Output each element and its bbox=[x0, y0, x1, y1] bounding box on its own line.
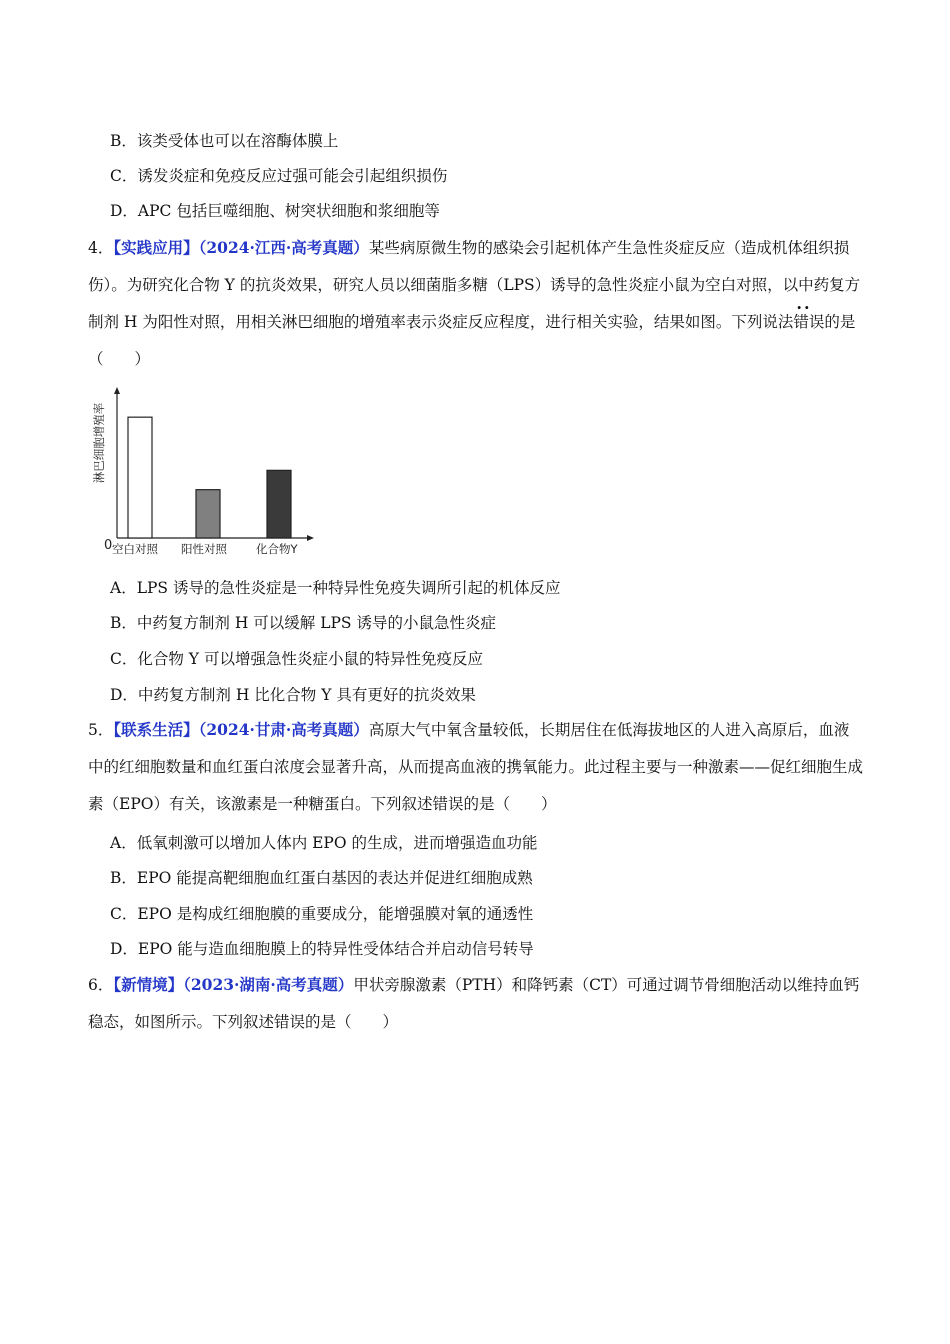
x-tick-label-2: 阳性对照 bbox=[181, 542, 227, 556]
q5-option-d: D．EPO 能与造血细胞膜上的特异性受体结合并启动信号转导 bbox=[110, 940, 534, 958]
q3-option-b: B．该类受体也可以在溶酶体膜上 bbox=[110, 132, 339, 150]
question-4-text-end: 的是（ ） bbox=[88, 313, 856, 368]
q4-option-b: B．中药复方制剂 H 可以缓解 LPS 诱导的小鼠急性炎症 bbox=[110, 614, 496, 632]
question-5-text: 高原大气中氧含量较低，长期居住在低海拔地区的人进入高原后，血液中的红细胞数量和血红蛋白浓度会显著升高，从而提高血液的携氧能力。此过程主要与一种激素——促红细胞生成素（EPO）有关，该激素是一种糖蛋白。下列叙述错误的是（ ） bbox=[88, 721, 864, 813]
question-5-number: 5． bbox=[88, 721, 114, 739]
question-6-tag: 【新情境】（2023·湖南·高考真题） bbox=[113, 975, 354, 994]
bar-3 bbox=[267, 470, 291, 538]
q3-option-c: C．诱发炎症和免疫反应过强可能会引起组织损伤 bbox=[110, 167, 448, 185]
question-4-tag: 【实践应用】（2024·江西·高考真题） bbox=[113, 238, 369, 257]
bar-1 bbox=[128, 417, 152, 538]
q5-option-b: B．EPO 能提高靶细胞血红蛋白基因的表达并促进红细胞成熟 bbox=[110, 869, 533, 887]
q4-option-c: C．化合物 Y 可以增强急性炎症小鼠的特异性免疫反应 bbox=[110, 650, 483, 668]
question-5-tag: 【联系生活】（2024·甘肃·高考真题） bbox=[113, 720, 369, 739]
question-6-text: 甲状旁腺激素（PTH）和降钙素（CT）可通过调节骨细胞活动以维持血钙稳态，如图所示。下列叙述错误的是（ ） bbox=[88, 976, 860, 1031]
lymphocyte-proliferation-bar-chart bbox=[88, 385, 328, 563]
chart-origin-label: 0 bbox=[104, 538, 113, 553]
chart-y-axis-arrow bbox=[114, 387, 120, 394]
bar-2 bbox=[196, 490, 220, 538]
x-tick-label-1: 空白对照 bbox=[112, 542, 158, 556]
q3-option-d: D．APC 包括巨噬细胞、树突状细胞和浆细胞等 bbox=[110, 202, 440, 220]
question-6-number: 6． bbox=[88, 976, 114, 994]
chart-x-axis-arrow bbox=[307, 535, 314, 541]
question-4-number: 4． bbox=[88, 239, 114, 257]
q4-option-a: A．LPS 诱导的急性炎症是一种特异性免疫失调所引起的机体反应 bbox=[110, 579, 561, 597]
question-6-stem bbox=[88, 966, 863, 1041]
q5-option-a: A．低氧刺激可以增加人体内 EPO 的生成，进而增强造血功能 bbox=[110, 834, 538, 852]
question-4-emphasis: ·· 错误 bbox=[793, 304, 824, 341]
question-4-text: 某些病原微生物的感染会引起机体产生急性炎症反应（造成机体组织损伤）。为研究化合物 Y 的抗炎效果，研究人员以细菌脂多糖（LPS）诱导的急性炎症小鼠为空白对照，以中药复方制剂 H 为阳性对照，用相关淋巴细胞的增殖率表示炎症反应程度，进行相关实验，结果如图。下列说法 bbox=[88, 239, 861, 331]
question-4-stem bbox=[88, 229, 863, 378]
question-5-stem bbox=[88, 711, 863, 823]
q4-option-d: D．中药复方制剂 H 比化合物 Y 具有更好的抗炎效果 bbox=[110, 686, 476, 704]
q5-option-c: C．EPO 是构成红细胞膜的重要成分，能增强膜对氧的通透性 bbox=[110, 905, 534, 923]
chart-y-axis-label: 淋巴细胞增殖率 bbox=[92, 402, 106, 484]
x-tick-label-3: 化合物Y bbox=[256, 542, 298, 556]
